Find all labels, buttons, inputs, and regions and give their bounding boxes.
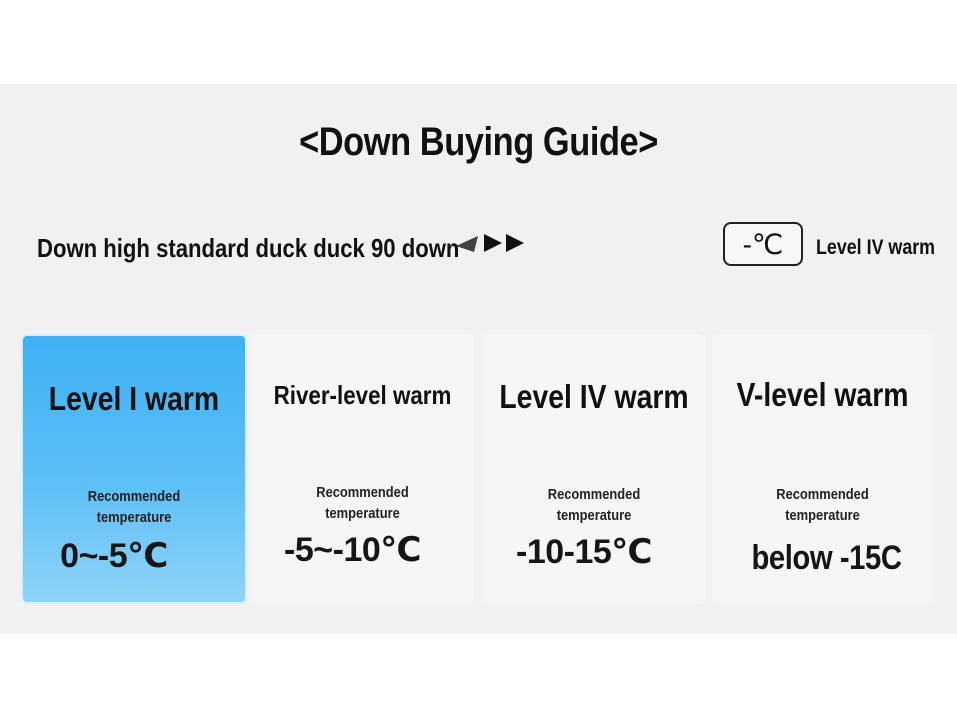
temperature-badge: [723, 222, 803, 266]
card-recommended-label: Recommended temperature: [547, 486, 641, 524]
page-title: <Down Buying Guide>: [299, 120, 658, 164]
badge-label: Level IV warm: [816, 236, 936, 259]
card-recommended-label: Recommended temperature: [776, 486, 869, 524]
play-arrows-icon: [452, 230, 534, 256]
warmth-card-level-5[interactable]: [712, 334, 933, 604]
card-temperature: -10-15℃: [516, 533, 652, 571]
card-temperature: -5~-10℃: [284, 531, 421, 569]
card-level-title: Level IV warm: [499, 378, 689, 415]
warmth-card-river-level[interactable]: [251, 334, 474, 604]
card-level-title: River-level warm: [273, 380, 452, 410]
card-level-title: V-level warm: [736, 376, 909, 413]
card-temperature: 0~-5℃: [60, 537, 168, 575]
card-level-title: Level I warm: [48, 380, 220, 417]
card-recommended-label: Recommended temperature: [87, 488, 181, 526]
warmth-card-level-4[interactable]: [483, 334, 705, 604]
card-temperature: below -15C: [751, 539, 902, 577]
subtitle-text: Down high standard duck duck 90 down: [37, 232, 460, 263]
badge-symbol: -℃: [742, 228, 784, 260]
warmth-card-level-1[interactable]: [21, 334, 247, 604]
card-recommended-label: Recommended temperature: [316, 484, 409, 522]
